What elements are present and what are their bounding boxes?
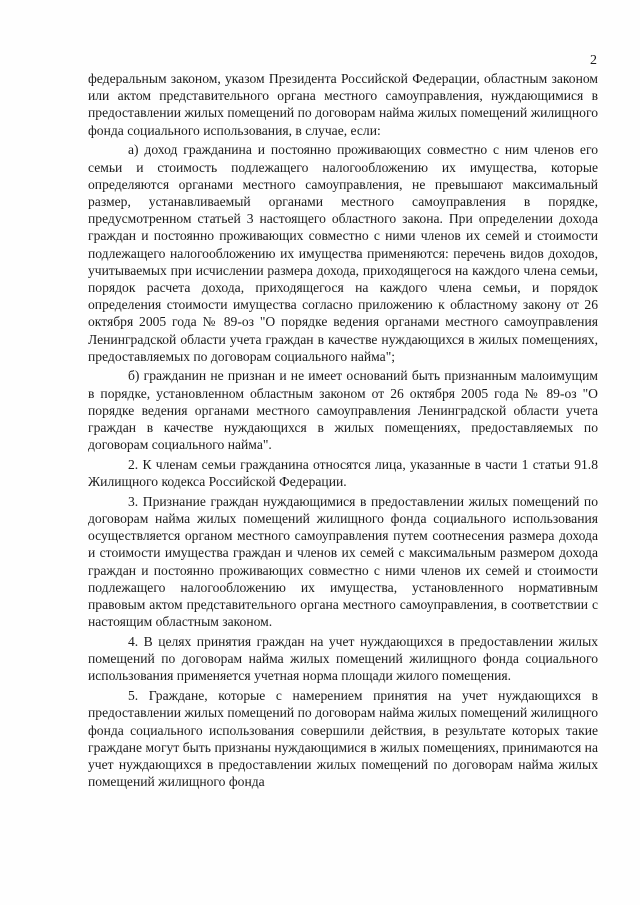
paragraph-subitem-a: а) доход гражданина и постоянно проживающих совместно с ним членов его семьи и стоимость подлежащего налогообложению их имущества, которые определяются органами местного самоуправления, не превышают максимальный размер, устанавливаемый органами местного самоуправления в порядке, предусмотренном статьей 3 настоящего областного закона. При определении дохода граждан и постоянно проживающих совместно с ними членов их семей и стоимости подлежащего налогообложению их имущества применяются: перечень видов доходов, учитываемых при исчислении размера дохода, приходящегося на каждого члена семьи, порядок расчета дохода, приходящегося на каждого члена семьи, и порядок определения стоимости имущества согласно приложению к областному закону от 26 октября 2005 года № 89-оз "О порядке ведения органами местного самоуправления Ленинградской области учета граждан в качестве нуждающихся в жилых помещениях, предоставляемых по договорам социального найма"; (88, 142, 598, 364)
paragraph-item-4: 4. В целях принятия граждан на учет нуждающихся в предоставлении жилых помещений по договорам найма жилых помещений жилищного фонда социального использования применяется учетная норма площади жилого помещения. (88, 634, 598, 684)
page-number: 2 (590, 53, 597, 68)
document-body (88, 70, 598, 793)
paragraph-item-5: 5. Граждане, которые с намерением принятия на учет нуждающихся в предоставлении жилых помещений по договорам найма жилых помещений жилищного фонда социального использования совершили действия, в результате которых такие граждане могут быть признаны нуждающимися в жилых помещениях, принимаются на учет нуждающихся в предоставлении жилых помещений по договорам найма жилых помещений жилищного фонда (88, 688, 598, 790)
paragraph-item-3: 3. Признание граждан нуждающимися в предоставлении жилых помещений по договорам найма жилых помещений жилищного фонда социального использования осуществляется органом местного самоуправления путем соотнесения размера дохода и стоимости имущества граждан и членов их семей с максимальным размером дохода граждан и постоянно проживающих совместно с ними членов их семей и стоимости подлежащего налогообложению их имущества, установленного нормативным правовым актом представительного органа местного самоуправления, в соответствии с настоящим областным законом. (88, 493, 598, 630)
paragraph-subitem-b: б) гражданин не признан и не имеет оснований быть признанным малоимущим в порядке, установленном областным законом от 26 октября 2005 года № 89-оз "О порядке ведения органами местного самоуправления Ленинградской области учета граждан в качестве нуждающихся в жилых помещениях, предоставляемых по договорам социального найма". (88, 368, 598, 453)
paragraph-continuation: федеральным законом, указом Президента Российской Федерации, областным законом или актом представительного органа местного самоуправления, нуждающимися в предоставлении жилых помещений по договорам найма жилых помещений жилищного фонда социального использования, в случае, если: (88, 71, 598, 138)
paragraph-item-2: 2. К членам семьи гражданина относятся лица, указанные в части 1 статьи 91.8 Жилищного кодекса Российской Федерации. (88, 456, 598, 490)
